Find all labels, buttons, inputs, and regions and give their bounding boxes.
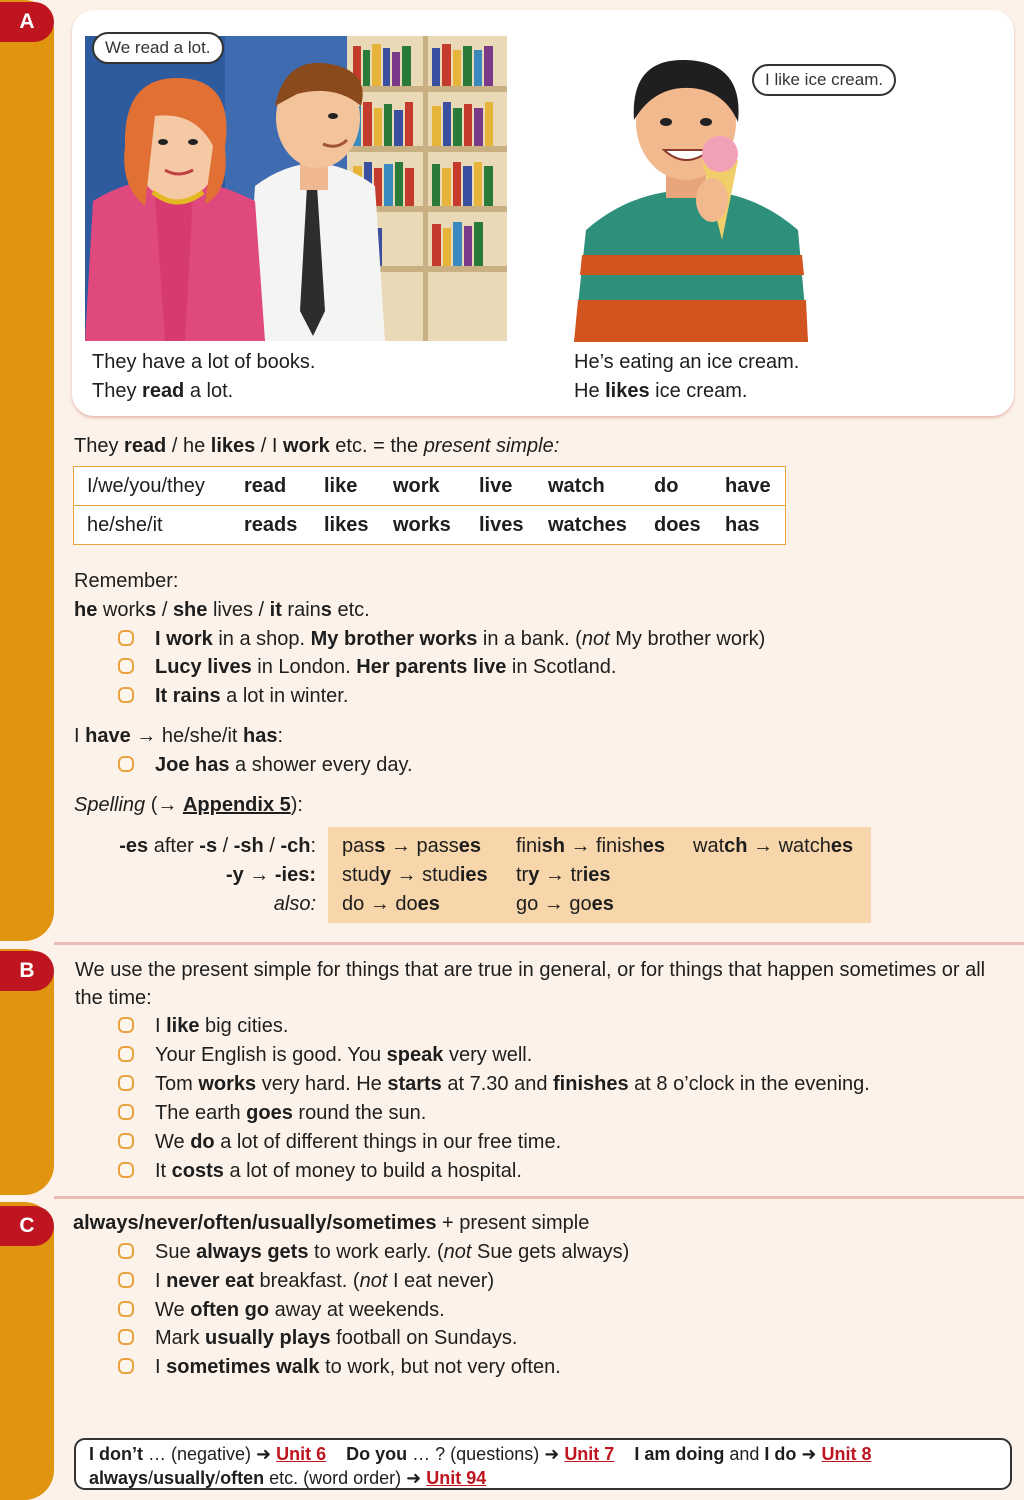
bullet-icon bbox=[118, 1329, 134, 1345]
table-verb: like bbox=[324, 467, 393, 506]
speech-bubble-right: I like ice cream. bbox=[752, 64, 896, 96]
cross-reference-box bbox=[74, 1438, 1012, 1490]
spelling-heading: Spelling (→ Appendix 5): bbox=[74, 794, 303, 816]
example-sentence: It rains a lot in winter. bbox=[155, 682, 348, 711]
table-subject: he/she/it bbox=[74, 506, 245, 545]
unit-94-link[interactable]: Unit 94 bbox=[426, 1468, 487, 1488]
example-sentence: Mark usually plays football on Sundays. bbox=[155, 1324, 517, 1353]
arrow-icon: ➜ bbox=[801, 1444, 822, 1464]
appendix-link[interactable]: Appendix 5 bbox=[182, 794, 291, 816]
table-verb: reads bbox=[244, 506, 324, 545]
table-row bbox=[74, 506, 786, 545]
table-verb: have bbox=[725, 467, 786, 506]
bullet-icon bbox=[118, 687, 134, 703]
bullet-icon bbox=[118, 756, 134, 772]
table-verb: read bbox=[244, 467, 324, 506]
cross-reference-line-1: I don’t … (negative) ➜ Unit 6 Do you … ? (questions) ➜ Unit 7 I am doing and I do ➜ Unit 8 bbox=[89, 1444, 872, 1464]
section-a-sidebar bbox=[0, 0, 54, 941]
bullet-icon bbox=[118, 1358, 134, 1374]
bullet-icon bbox=[118, 1162, 134, 1178]
section-b-intro-cont: the time: bbox=[75, 987, 152, 1009]
table-verb: works bbox=[393, 506, 479, 545]
spelling-example: study → studies bbox=[342, 864, 488, 886]
section-c-heading: always/never/often/usually/sometimes + present simple bbox=[73, 1212, 590, 1234]
bullet-icon bbox=[118, 1104, 134, 1120]
table-verb: do bbox=[654, 467, 725, 506]
table-verb: has bbox=[725, 506, 786, 545]
section-b-tab: B bbox=[0, 951, 54, 991]
example-sentence: We do a lot of different things in our free time. bbox=[155, 1128, 561, 1157]
speech-bubble-left: We read a lot. bbox=[92, 32, 224, 64]
arrow-icon: ➜ bbox=[406, 1468, 427, 1488]
spelling-example: finish → finishes bbox=[516, 835, 665, 857]
section-c-tab: C bbox=[0, 1206, 54, 1246]
example-sentence: Sue always gets to work early. (not Sue gets always) bbox=[155, 1238, 629, 1267]
table-verb: watches bbox=[548, 506, 654, 545]
table-verb: likes bbox=[324, 506, 393, 545]
couple-with-books-illustration bbox=[85, 36, 507, 341]
example-sentence: It costs a lot of money to build a hospital. bbox=[155, 1157, 522, 1186]
bullet-icon bbox=[118, 658, 134, 674]
section-divider bbox=[54, 942, 1024, 945]
example-sentence: I sometimes walk to work, but not very often. bbox=[155, 1353, 561, 1382]
table-verb: work bbox=[393, 467, 479, 506]
section-c-sidebar bbox=[0, 1202, 54, 1500]
spelling-example: try → tries bbox=[516, 864, 611, 886]
bullet-icon bbox=[118, 1017, 134, 1033]
present-simple-intro: They read / he likes / I work etc. = the present simple: bbox=[74, 435, 560, 457]
spelling-rule-ies: -y → -ies: bbox=[225, 864, 316, 886]
bullet-icon bbox=[118, 1243, 134, 1259]
arrow-icon: ➜ bbox=[256, 1444, 277, 1464]
cross-reference-line-2: always/usually/often etc. (word order) ➜ Unit 94 bbox=[89, 1468, 487, 1488]
example-sentence: Your English is good. You speak very well. bbox=[155, 1041, 532, 1070]
example-sentence: I like big cities. bbox=[155, 1012, 288, 1041]
section-b-intro: We use the present simple for things that are true in general, or for things that happen sometimes or all bbox=[75, 959, 986, 981]
table-verb: does bbox=[654, 506, 725, 545]
bullet-icon bbox=[118, 1272, 134, 1288]
table-subject: I/we/you/they bbox=[74, 467, 245, 506]
section-divider bbox=[54, 1196, 1024, 1199]
example-sentence: We often go away at weekends. bbox=[155, 1296, 445, 1325]
spelling-example: do → does bbox=[342, 893, 440, 915]
example-sentence: The earth goes round the sun. bbox=[155, 1099, 426, 1128]
unit-8-link[interactable]: Unit 8 bbox=[821, 1444, 872, 1464]
unit-6-link[interactable]: Unit 6 bbox=[276, 1444, 327, 1464]
illustration-card bbox=[72, 10, 1014, 416]
arrow-icon: ➜ bbox=[544, 1444, 565, 1464]
example-sentence: I never eat breakfast. (not I eat never) bbox=[155, 1267, 494, 1296]
spelling-rule-also: also: bbox=[273, 893, 316, 915]
bullet-icon bbox=[118, 1133, 134, 1149]
present-simple-table bbox=[73, 466, 786, 545]
bullet-icon bbox=[118, 1046, 134, 1062]
remember-title: Remember: bbox=[74, 570, 179, 592]
remember-rule: he works / she lives / it rains etc. bbox=[74, 599, 370, 621]
spelling-example: pass → passes bbox=[342, 835, 481, 857]
example-sentence: Lucy lives in London. Her parents live in Scotland. bbox=[155, 653, 616, 682]
spelling-rule-es: -es after -s / -sh / -ch: bbox=[119, 835, 316, 857]
example-sentence: Joe has a shower every day. bbox=[155, 751, 413, 780]
table-verb: lives bbox=[479, 506, 548, 545]
caption-left: They have a lot of books. They read a lot. bbox=[92, 351, 316, 402]
table-row bbox=[74, 467, 786, 506]
section-a-tab: A bbox=[0, 2, 54, 42]
have-has-rule: I have → he/she/it has: bbox=[74, 725, 284, 747]
caption-right: He’s eating an ice cream. He likes ice cream. bbox=[574, 351, 800, 402]
example-sentence: Tom works very hard. He starts at 7.30 and finishes at 8 o’clock in the evening. bbox=[155, 1070, 870, 1099]
unit-7-link[interactable]: Unit 7 bbox=[564, 1444, 615, 1464]
spelling-example: watch → watches bbox=[693, 835, 854, 857]
spelling-example: go → goes bbox=[516, 893, 614, 915]
table-verb: watch bbox=[548, 467, 654, 506]
example-sentence: I work in a shop. My brother works in a bank. (not My brother work) bbox=[155, 625, 765, 654]
bullet-icon bbox=[118, 1301, 134, 1317]
bullet-icon bbox=[118, 1075, 134, 1091]
bullet-icon bbox=[118, 630, 134, 646]
table-verb: live bbox=[479, 467, 548, 506]
